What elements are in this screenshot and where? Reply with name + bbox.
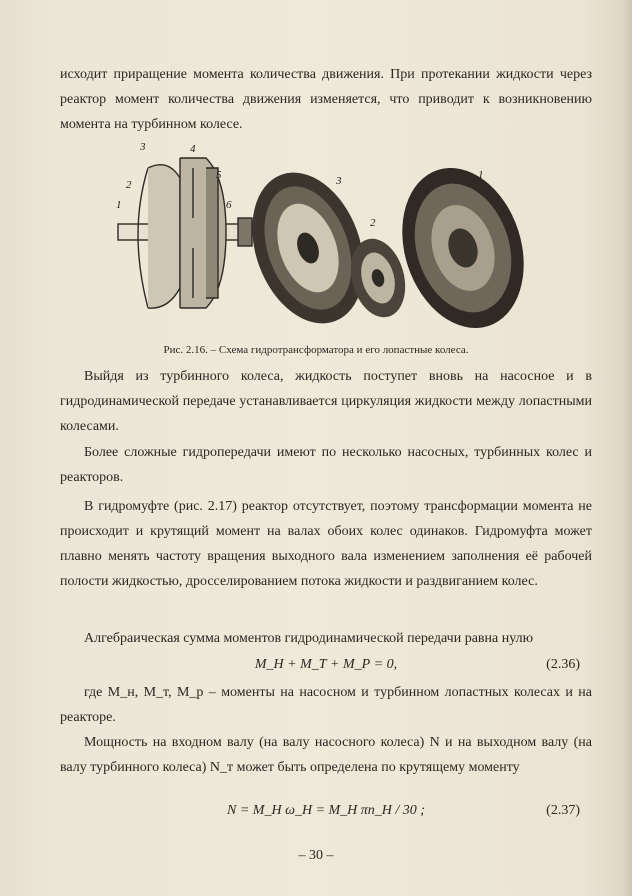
paragraph-7 (60, 730, 592, 780)
equation-2-36-number: (2.36) (546, 657, 580, 672)
figure-label: 2 (370, 217, 376, 229)
page-spine-shadow (622, 0, 632, 896)
paragraph-4-text: В гидромуфте (рис. 2.17) реактор отсутствует, поэтому трансформации момента не происходит и крутящий момент на валах обоих колес одинаков. Гидромуфта может плавно менять частоту вращения выходного вала изменением заполнения её рабочей полости жидкостью, дросселированием потока жидкости и раздвиганием колес. (60, 499, 592, 589)
figure-label: 2 (126, 179, 132, 191)
paragraph-6 (60, 680, 592, 730)
figure-label: 5 (216, 169, 222, 181)
figure-label: 1 (478, 169, 484, 181)
figure-label: 3 (336, 175, 342, 187)
paragraph-4 (60, 494, 592, 594)
paragraph-3 (60, 440, 592, 490)
figure-label: 6 (226, 199, 232, 211)
equation-2-37-body: N = M_Н ω_Н = M_Н πn_Н / 30 ; (227, 803, 425, 818)
pump-wheel (382, 152, 528, 338)
equation-2-37 (60, 803, 592, 827)
page-number: – 30 – (298, 848, 334, 863)
paragraph-3-text: Более сложные гидропередачи имеют по несколько насосных, турбинных колес и реакторов. (60, 445, 592, 485)
figure-2-16 (108, 138, 528, 338)
paragraph-5-text: Алгебраическая сумма моментов гидродинамической передачи равна нулю (84, 631, 534, 646)
paragraph-6-text: где M_н, M_т, M_р – моменты на насосном и турбинном лопастных колесах и на реакторе. (60, 685, 592, 725)
figure-label: 1 (116, 199, 122, 211)
figure-label: 4 (190, 143, 196, 155)
equation-2-36 (60, 657, 592, 679)
paragraph-2 (60, 364, 592, 439)
paragraph-5 (60, 626, 592, 651)
equation-2-37-number: (2.37) (546, 803, 580, 818)
paragraph-1 (60, 62, 592, 137)
figure-caption: Рис. 2.16. – Схема гидротрансформатора и его лопастные колеса. (163, 344, 469, 356)
equation-2-36-body: M_Н + M_Т + M_Р = 0, (254, 657, 398, 672)
paragraph-2-text: Выйдя из турбинного колеса, жидкость поступет вновь на насосное и в гидродинамической передаче устанавливается циркуляция жидкости между лопастными колесами. (60, 369, 592, 434)
paragraph-1-text: исходит приращение момента количества движения. При протекании жидкости через реактор момент количества движения изменяется, что приводит к возникновению момента на турбинном колесе. (60, 67, 592, 132)
torque-converter-illustration (108, 138, 528, 338)
figure-label: 3 (140, 141, 146, 153)
torque-converter-section (118, 158, 252, 308)
paragraph-7-text: Мощность на входном валу (на валу насосного колеса) N и на выходном валу (на валу турбинного колеса) N_т может быть определена по крутящему моменту (60, 735, 592, 775)
